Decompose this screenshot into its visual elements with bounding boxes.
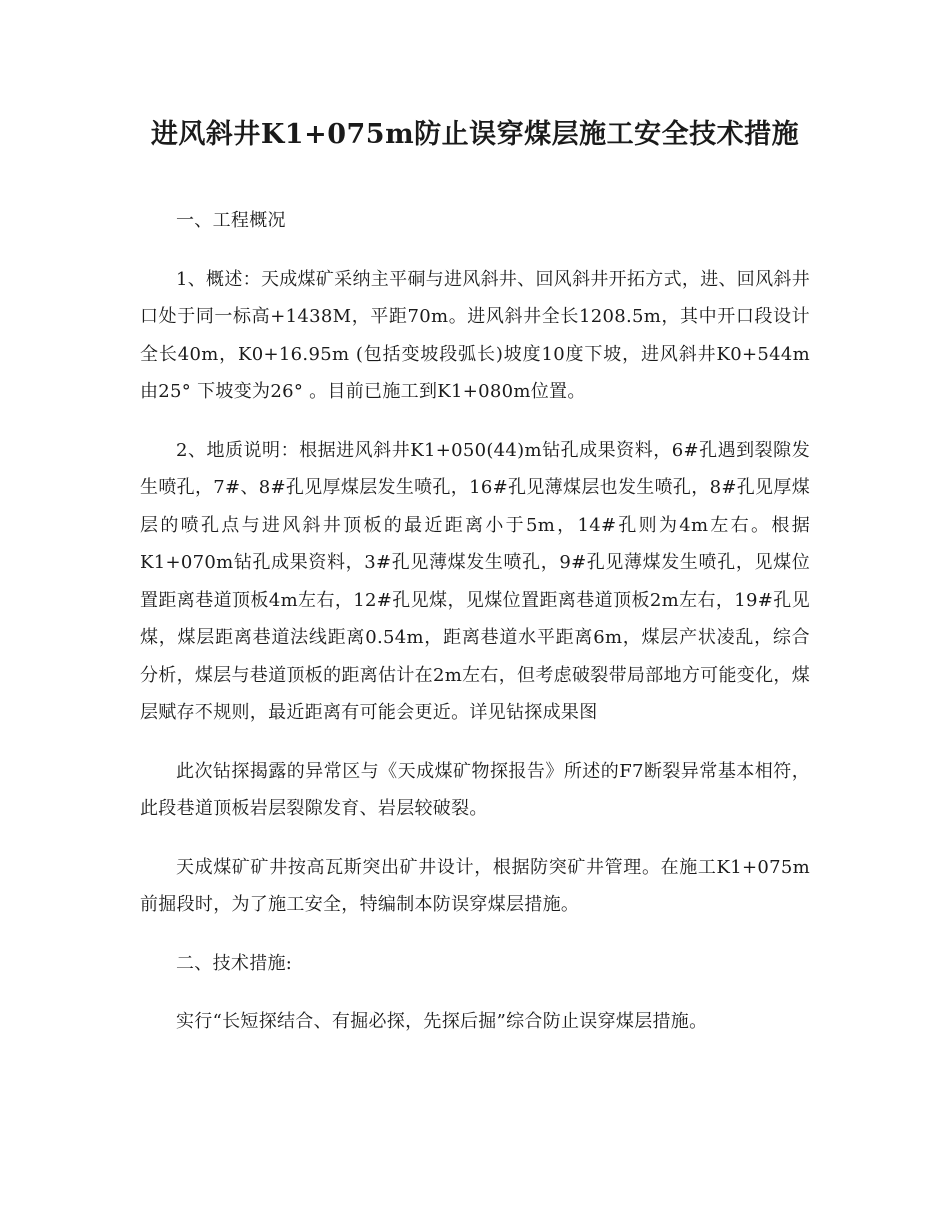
section-heading-project-overview: 一、工程概况 (176, 210, 286, 231)
section-heading-technical-measures: 二、技术措施: (176, 952, 293, 974)
document-title: 进风斜井K1+075m防止误穿煤层施工安全技术措施 (150, 119, 800, 150)
paragraph-measures: 实行“长短探结合、有掘必探，先探后掘”综合防止误穿煤层措施。 (176, 1011, 708, 1032)
paragraph-anomaly: 此次钻探揭露的异常区与《天成煤矿物探报告》所述的F7断裂异常基本相符，此段巷道顶板岩层裂隙发育、岩层较破裂。 (140, 760, 810, 819)
document-body (140, 202, 810, 1062)
paragraph-design: 天成煤矿矿井按高瓦斯突出矿井设计，根据防突矿井管理。在施工K1+075m前掘段时，为了施工安全，特编制本防误穿煤层措施。 (140, 856, 810, 915)
paragraph-geology: 2、地质说明：根据进风斜井K1+050(44)m钻孔成果资料，6#孔遇到裂隙发生喷孔，7#、8#孔见厚煤层发生喷孔，16#孔见薄煤层也发生喷孔，8#孔见厚煤层的喷孔点与进风斜井顶板的最近距离小于5m，14#孔则为4m左右。根据K1+070m钻孔成果资料，3#孔见薄煤发生喷孔，9#孔见薄煤发生喷孔，见煤位置距离巷道顶板4m左右，12#孔见煤，见煤位置距离巷道顶板2m左右，19#孔见煤，煤层距离巷道法线距离0.54m，距离巷道水平距离6m，煤层产状凌乱，综合分析，煤层与巷道顶板的距离估计在2m左右，但考虑破裂带局部地方可能变化，煤层赋存不规则，最近距离有可能会更近。详见钻探成果图 (140, 439, 810, 723)
paragraph-overview: 1、概述：天成煤矿采纳主平硐与进风斜井、回风斜井开拓方式，进、回风斜井口处于同一标高+1438M，平距70m。进风斜井全长1208.5m，其中开口段设计全长40m，K0+16.95m (包括变坡段弧长)坡度10度下坡，进风斜井K0+544m由25° 下坡变为26° 。目前已施工到K1+080m位置。 (140, 268, 810, 402)
